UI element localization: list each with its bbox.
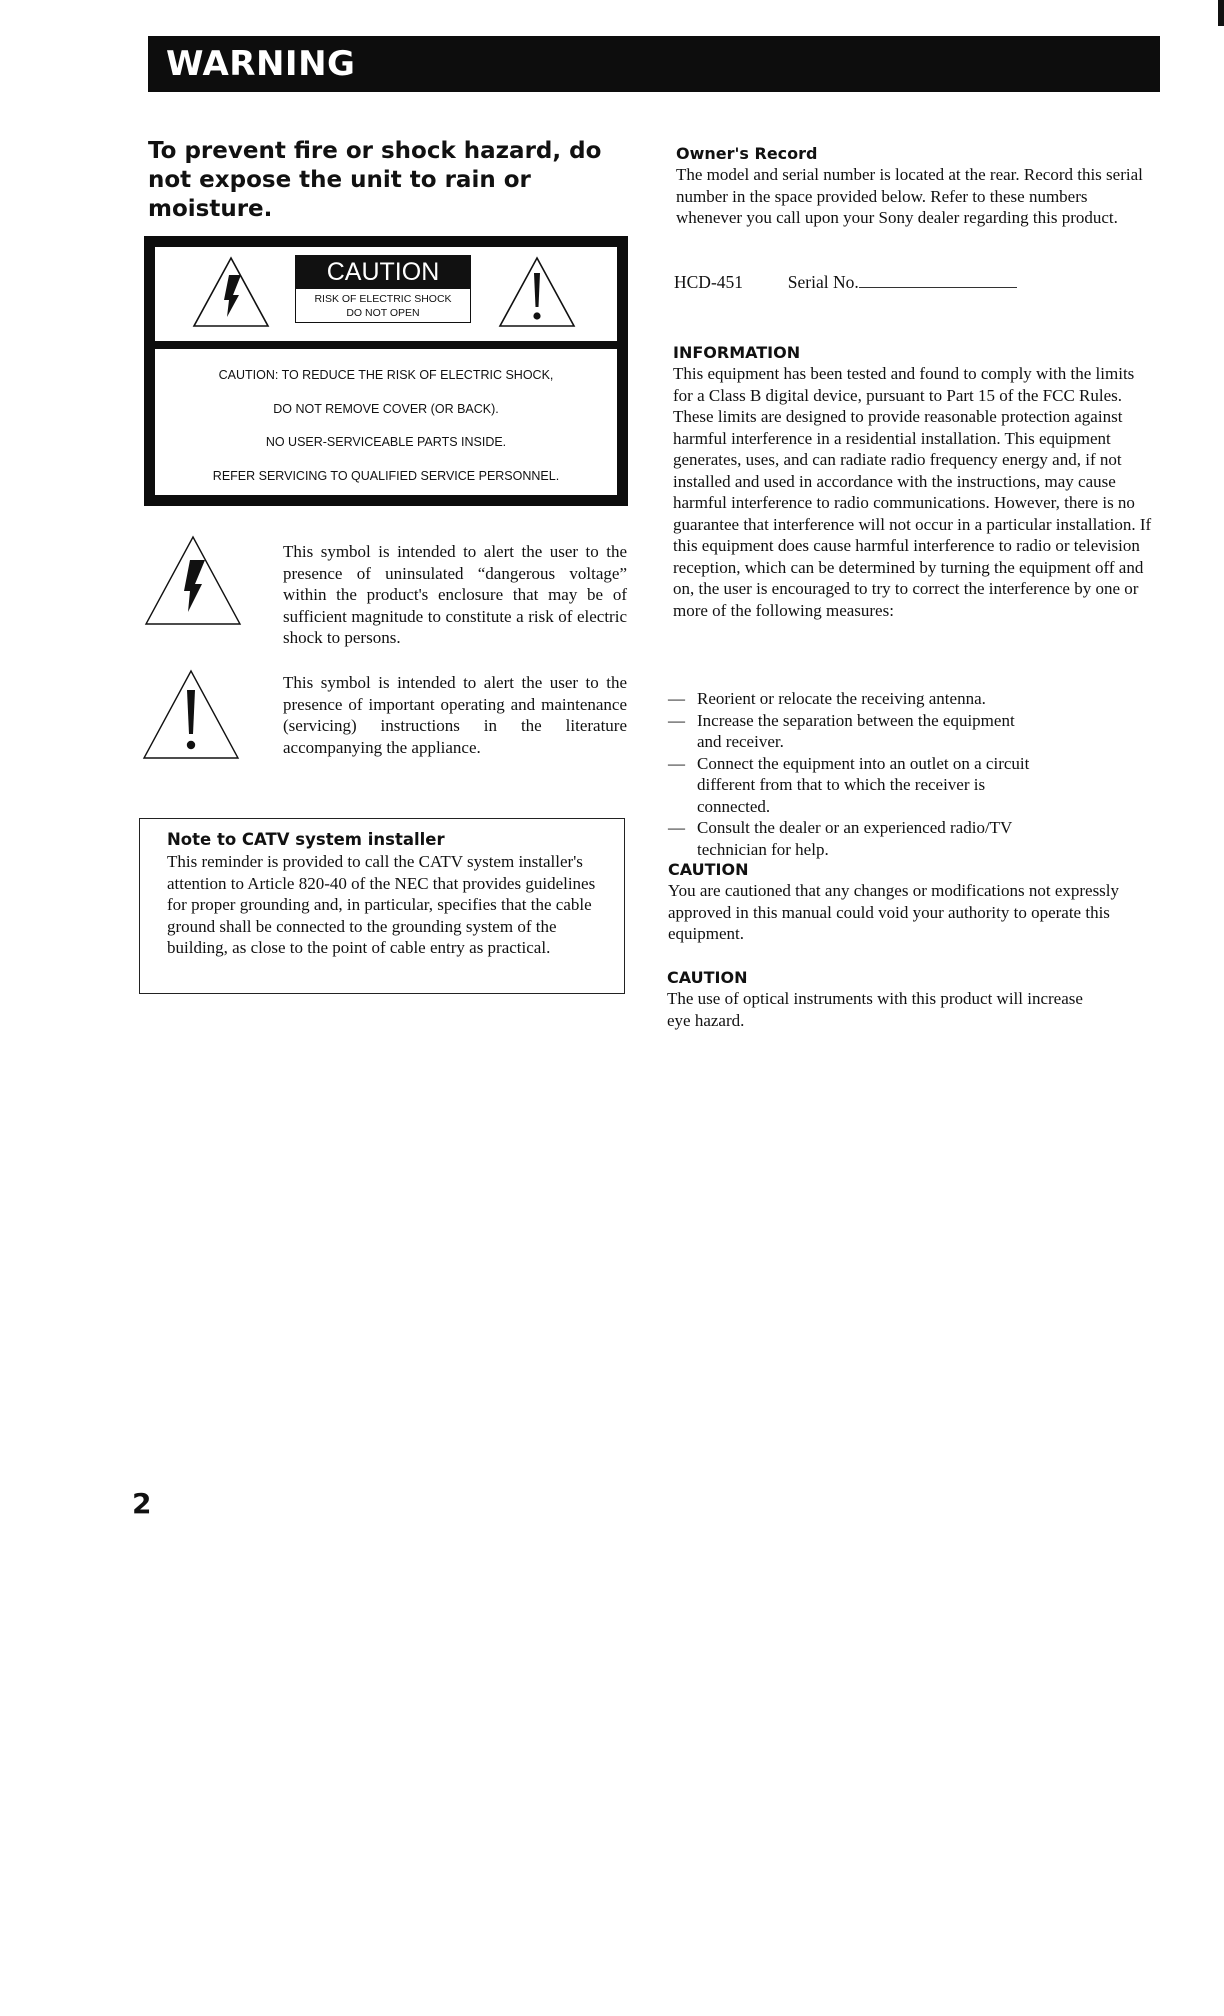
caution-1-body: You are cautioned that any changes or modifications not expressly approved in this manual could void your authority to operate this equipment. bbox=[668, 881, 1120, 943]
model-number: HCD-451 bbox=[674, 272, 744, 292]
list-dash: — bbox=[668, 689, 685, 708]
caution-label-top bbox=[155, 247, 617, 341]
warning-headline: To prevent fire or shock hazard, do not expose the unit to rain or moisture. bbox=[148, 138, 602, 222]
list-item-text: Increase the separation between the equipment and receiver. bbox=[697, 710, 1015, 751]
caution-plate-caption: CAUTION bbox=[295, 255, 471, 289]
catv-note-box bbox=[139, 818, 625, 994]
caution-line-3: NO USER-SERVICEABLE PARTS INSIDE. bbox=[265, 435, 507, 449]
list-item bbox=[668, 753, 1168, 818]
lightning-triangle-icon bbox=[143, 534, 243, 626]
caution-plate bbox=[295, 255, 471, 327]
risk-line-1: RISK OF ELECTRIC SHOCK bbox=[314, 293, 452, 305]
caution-section-1 bbox=[668, 860, 1158, 945]
owners-record-section bbox=[676, 144, 1146, 229]
caution-1-title: CAUTION bbox=[668, 860, 749, 879]
warning-header: WARNING bbox=[148, 36, 1160, 92]
exclamation-triangle-icon bbox=[497, 255, 577, 329]
list-item bbox=[668, 688, 1168, 710]
caution-label-text bbox=[155, 349, 617, 495]
caution-line-4: REFER SERVICING TO QUALIFIED SERVICE PERSONNEL. bbox=[212, 468, 560, 483]
serial-label: Serial No. bbox=[787, 272, 859, 292]
measures-list bbox=[668, 688, 1168, 860]
caution-line-1: CAUTION: TO REDUCE THE RISK OF ELECTRIC SHOCK, bbox=[218, 368, 554, 382]
list-dash: — bbox=[668, 753, 685, 773]
information-section bbox=[673, 343, 1153, 621]
list-item-text: Connect the equipment into an outlet on a circuit different from that to which the receiver is connected. bbox=[697, 753, 1030, 816]
list-item-text: Reorient or relocate the receiving antenna. bbox=[697, 689, 986, 708]
caution-line-2: DO NOT REMOVE COVER (OR BACK). bbox=[273, 401, 499, 416]
catv-note-body: This reminder is provided to call the CATV system installer's attention to Article 820-40 of the NEC that provides guidelines for proper grounding and, in particular, specifies that the cable ground shall be connected to the grounding system of the building, as close to the point of cable entry as practical. bbox=[167, 852, 596, 957]
list-item bbox=[668, 710, 1168, 753]
caution-2-body: The use of optical instruments with this product will increase eye hazard. bbox=[667, 989, 1083, 1030]
serial-number-field[interactable] bbox=[859, 272, 1017, 288]
page-number: 2 bbox=[132, 1487, 152, 1520]
catv-note-title: Note to CATV system installer bbox=[167, 830, 445, 849]
caution-2-title: CAUTION bbox=[667, 968, 748, 987]
lightning-triangle-icon bbox=[191, 255, 271, 329]
risk-line-2: DO NOT OPEN bbox=[346, 307, 420, 319]
caution-label bbox=[144, 236, 628, 506]
symbol-explanation-voltage: This symbol is intended to alert the user to the presence of uninsulated “dangerous voltage” within the product's enclosure that may be of sufficient magnitude to constitute a risk of electric shock to persons. bbox=[283, 542, 627, 647]
caution-plate-risk bbox=[295, 289, 471, 323]
owners-record-body: The model and serial number is located at the rear. Record this serial number in the space provided below. Refer to these numbers whenever you call upon your Sony dealer regarding this product. bbox=[676, 165, 1143, 227]
caution-section-2 bbox=[667, 968, 1107, 1031]
symbol-explanation-instructions: This symbol is intended to alert the user to the presence of important operating and maintenance (servicing) instructions in the literature accompanying the appliance. bbox=[283, 673, 627, 757]
edge-mark bbox=[1218, 0, 1224, 26]
owners-record-title: Owner's Record bbox=[676, 144, 818, 163]
list-item bbox=[668, 817, 1168, 860]
list-dash: — bbox=[668, 710, 685, 730]
serial-row bbox=[674, 272, 1017, 293]
information-title: INFORMATION bbox=[673, 343, 801, 362]
information-body: This equipment has been tested and found to comply with the limits for a Class B digital device, pursuant to Part 15 of the FCC Rules. These limits are designed to provide reasonable protection against harmful interference in a residential installation. This equipment generates, uses, and can radiate radio frequency energy and, if not installed and used in accordance with the instructions, may cause harmful interference to radio communications. However, there is no guarantee that interference will not occur in a particular installation. If this equipment does cause harmful interference to radio or television reception, which can be determined by turning the equipment off and on, the user is encouraged to try to correct the interference by one or more of the following measures: bbox=[673, 364, 1152, 620]
list-dash: — bbox=[668, 818, 685, 837]
exclamation-triangle-icon bbox=[141, 668, 241, 760]
list-item-text: Consult the dealer or an experienced radio/TV technician for help. bbox=[697, 818, 1013, 859]
